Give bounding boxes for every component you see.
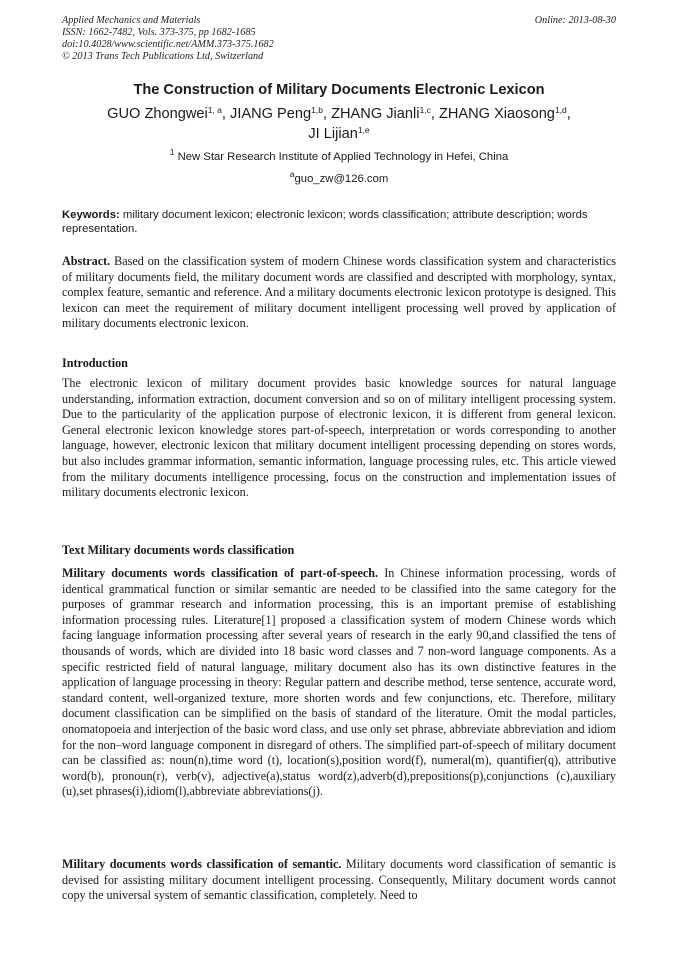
- doi-line: doi:10.4028/www.scientific.net/AMM.373-375.1682: [62, 39, 274, 50]
- affiliation: [40, 147, 638, 164]
- author-name: JIANG Peng: [230, 106, 312, 122]
- paragraph-text: Military documents word classification of semantic is devised for assisting military document intelligent processing. Consequently, Military document words cannot copy the universal system of semantic classification, completely. Need to: [62, 857, 616, 903]
- contact-email: [40, 169, 638, 186]
- issn-line: ISSN: 1662-7482, Vols. 373-375, pp 1682-1685: [62, 27, 256, 38]
- author-affiliation-mark: 1,d: [554, 105, 567, 115]
- paragraph-lead: Military documents words classification of part-of-speech.: [62, 566, 379, 580]
- online-date: Online: 2013-08-30: [534, 15, 616, 26]
- paper-title: The Construction of Military Documents Electronic Lexicon: [133, 82, 545, 98]
- paragraph-lead: Military documents words classification of semantic.: [62, 857, 342, 871]
- introduction-heading: Introduction: [62, 356, 128, 370]
- journal-name: Applied Mechanics and Materials: [62, 15, 201, 26]
- abstract: [62, 254, 616, 332]
- affiliation-mark: 1: [169, 147, 175, 157]
- introduction-body: [62, 376, 616, 501]
- author-affiliation-mark: 1, a: [207, 105, 222, 115]
- keywords-label: Keywords:: [62, 209, 120, 221]
- copyright-line: © 2013 Trans Tech Publications Ltd, Switzerland: [62, 51, 264, 62]
- section-paragraph-1: [62, 566, 616, 800]
- abstract-text: Based on the classification system of modern Chinese words classification system and characteristics of military documents field, the military document words are classified and descripted with morphology, syntax, complex feature, semantic and reference. And a military documents electronic lexicon prototype is designed. This lexicon can meet the requirement of military document intelligent processing well proved by application of military documents electronic lexicon.: [62, 254, 616, 331]
- author-name: GUO Zhongwei: [107, 106, 208, 122]
- section-heading: Text Military documents words classification: [62, 543, 295, 557]
- keywords-text: military document lexicon; electronic lexicon; words classification; attribute description; words representation.: [62, 209, 588, 235]
- email-mark: a: [289, 169, 295, 179]
- author-name: JI Lijian: [308, 126, 358, 142]
- journal-header: [62, 15, 616, 63]
- author-name: ZHANG Xiaosong: [438, 106, 555, 122]
- author-affiliation-mark: 1,c: [419, 105, 431, 115]
- email-address: guo_zw@126.com: [294, 173, 389, 185]
- abstract-label: Abstract.: [62, 254, 111, 268]
- paragraph-text: In Chinese information processing, words of identical grammatical function or similar semantic are needed to be classified into the same category for the purposes of grammar research and information processing, this is an important premise of establishing information processing rules. Literature[1] proposed a classification system of modern Chinese words which facing language information processing after several years of research in the early 90,and classified the tens of thousands of words, which are divided into 18 basic word classes and 7 non-word language components. As a specific restricted field of natural language, military document also has its own distinctive features in the application of language processing in theory: Regular pattern and describe method, terse sentence, accurate word, standard content, well-organized texture, more shorten words and few conjunctions, etc. Therefore, military document classification can be simplified on the basis of standard of the literature. Omit the modal particles, onomatopoeia and interjection of the basic word class, and use only set phrase, abbreviate abbreviation and idiom for the non–word language component in disregard of others. The simplified part-of-speech of military document can be classified as: noun(n),time word (t), location(s),position word(f), numeral(m), quantifier(q), attributive word(b), pronoun(r), verb(v), adjective(a),status word(z),adverb(d),prepositions(p),conjunctions (c),auxiliary (u),set phrases(i),idiom(l),abbreviate abbreviations(j).: [62, 566, 616, 799]
- author-name: ZHANG Jianli: [331, 106, 420, 122]
- author-affiliation-mark: 1,b: [311, 105, 323, 115]
- introduction-text: The electronic lexicon of military document provides basic knowledge sources for natural language understanding, information extraction, document conversion and so on of military intelligent processing system. Due to the particularity of the application purpose of electronic lexicon, it is different from general lexicon. General electronic lexicon knowledge stores part-of-speech, interpretation or words corresponding to another language, however, electronic lexicon that military document intelligent processing depending on stores words, but also includes grammar information, semantic information, language processing rules, etc. This article viewed from the military documents intelligence processing, focus on the construction and implementation issues of military documents electronic lexicon.: [62, 376, 616, 500]
- author-list: GUO Zhongwei$^{1, a}$, JIANG Peng$^{1,b}$, ZHANG Jianli$^{1,c}$, ZHANG Xiaosong$^{1,d}$, JI Lijian$^{1,e}$: [107, 105, 571, 142]
- author-affiliation-mark: 1,e: [357, 125, 370, 135]
- affiliation-text: New Star Research Institute of Applied Technology in Hefei, China: [177, 151, 509, 163]
- keywords: [62, 208, 616, 236]
- section-paragraph-2: [62, 857, 616, 904]
